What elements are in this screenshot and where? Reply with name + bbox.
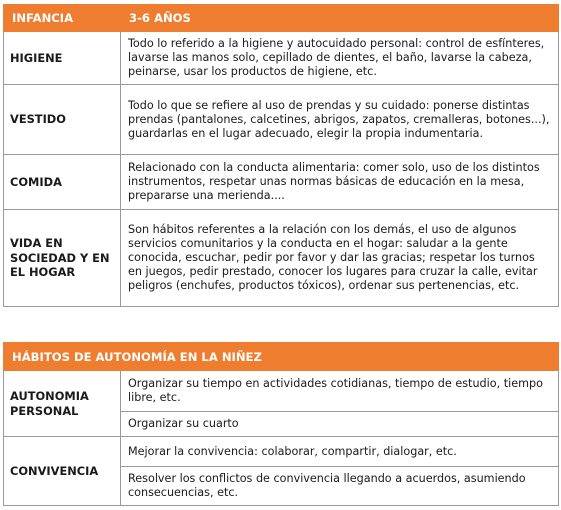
table-row <box>4 85 559 155</box>
header-age-range: 3-6 AÑOS <box>121 5 559 32</box>
group-item: Resolver los conflictos de convivencia llegando a acuerdos, asumiendo consecuencias, etc. <box>121 467 559 506</box>
row-category: VIDA EN SOCIEDAD Y EN EL HOGAR <box>4 210 121 307</box>
group-item: Organizar su cuarto <box>121 412 559 437</box>
habits-infancia-table <box>3 4 559 307</box>
group-category: AUTONOMIA PERSONAL <box>4 371 121 437</box>
table-row <box>4 32 559 85</box>
table-row <box>4 155 559 210</box>
group-item: Organizar su tiempo en actividades cotidianas, tiempo de estudio, tiempo libre, etc. <box>121 371 559 412</box>
row-description: Todo lo referido a la higiene y autocuidado personal: control de esfínteres, lavarse las manos solo, cepillado de dientes, el baño, lavarse la cabeza, peinarse, usar los productos de higiene, etc. <box>121 32 559 85</box>
group-category: CONVIVENCIA <box>4 437 121 506</box>
habits-ninez-table <box>3 342 559 506</box>
row-description: Son hábitos referentes a la relación con los demás, el uso de algunos servicios comunitarios y la conducta en el hogar: saludar a la gente conocida, escuchar, pedir por favor y dar las gracias; respetar los turnos en juegos, pedir prestado, conocer los lugares para cruzar la calle, evitar peligros (enchufes, productos tóxicos), ordenar sus pertenencias, etc. <box>121 210 559 307</box>
group-item: Mejorar la convivencia: colaborar, compartir, dialogar, etc. <box>121 437 559 467</box>
row-description: Todo lo que se refiere al uso de prendas y su cuidado: ponerse distintas prendas (pantalones, calcetines, abrigos, zapatos, cremalleras, botones...), guardarlas en el lugar adecuado, elegir la propia indumentaria. <box>121 85 559 155</box>
header-infancia: INFANCIA <box>4 5 121 32</box>
table-row <box>4 371 559 412</box>
row-category: COMIDA <box>4 155 121 210</box>
row-category: HIGIENE <box>4 32 121 85</box>
row-category: VESTIDO <box>4 85 121 155</box>
table-header-row <box>4 5 559 32</box>
header-autonomia-ninez: HÁBITOS DE AUTONOMÍA EN LA NIÑEZ <box>4 343 559 371</box>
row-description: Relacionado con la conducta alimentaria: comer solo, uso de los distintos instrumentos, respetar unas normas básicas de educación en la mesa, prepararse una merienda.... <box>121 155 559 210</box>
table-header-row <box>4 343 559 371</box>
table-row <box>4 437 559 467</box>
table-row <box>4 210 559 307</box>
